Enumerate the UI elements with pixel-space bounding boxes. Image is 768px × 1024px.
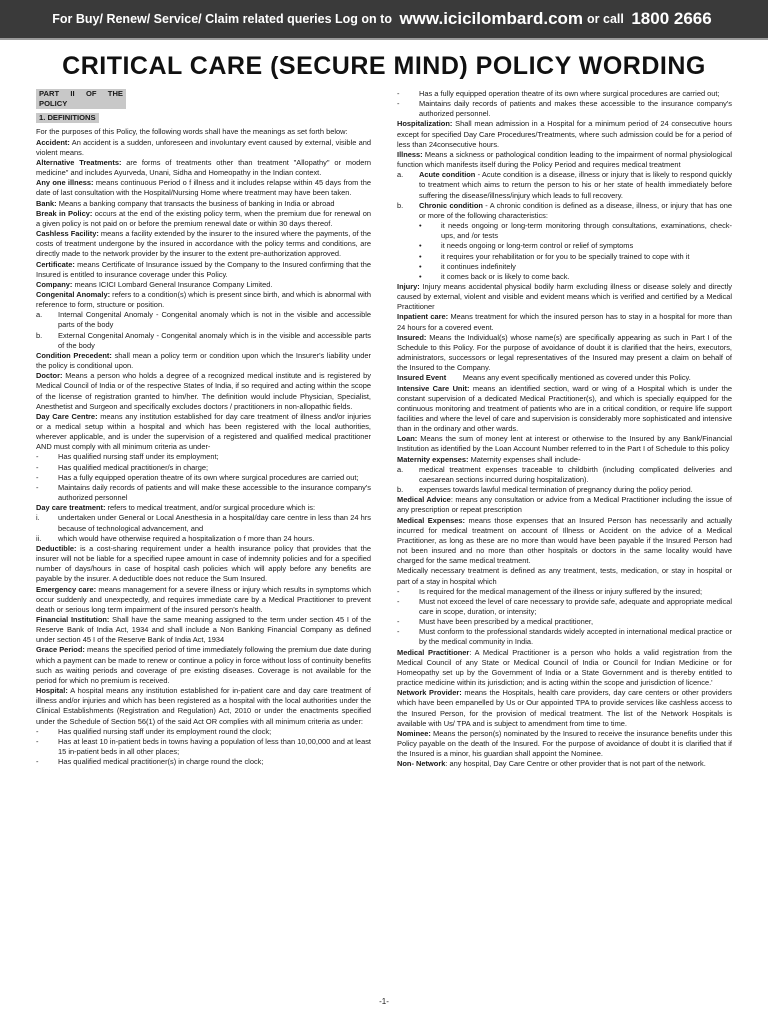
list-item: • it continues indefinitely xyxy=(419,261,516,271)
def-break-in-policy: Break in Policy: occurs at the end of the existing policy term, when the premium due for renewal on a given policy is not paid on or before the premium renewal date or within 30 days thereof. xyxy=(36,208,371,228)
def-company: Company: means ICICI Lombard General Insurance Company Limited. xyxy=(36,279,273,289)
def-network-provider: Network Provider: means the Hospitals, health care providers, day care centers or other providers which have been empanelled by Us or Our appointed TPA to provide services like cashless access to the Insured Person, for the provision of medical treatment. The list of the Network Hospitals is available with Us/ TPA and is subject to amendment from time to time. xyxy=(397,688,732,728)
def-day-care-treatment: Day care treatment: refers to medical treatment, and/or surgical procedure which is: xyxy=(36,503,316,513)
list-item: b. Chronic condition - A chronic condition is defined as a disease, illness, or injury that has one or more of the following characteristics: xyxy=(397,200,732,220)
def-injury: Injury: Injury means accidental physical bodily harm excluding illness or disease solely and directly caused by external, violent and visible and evident means which is verified and certified by a Medical Practitioner xyxy=(397,281,732,312)
definitions-heading: 1. DEFINITIONS xyxy=(36,113,99,123)
def-inpatient-care: Inpatient care: Means treatment for which the insured person has to stay in a hospital for more than 24 hours for a covered event. xyxy=(397,312,733,332)
list-item: - Maintains daily records of patients and will make these accessible to the insurance company's authorized personnel xyxy=(36,482,371,503)
list-item: • it comes back or is likely to come back. xyxy=(419,271,570,281)
def-insured: Insured: Means the Individual(s) whose name(s) are specifically appearing as such in Part I of the Schedule to this Policy. For the purpose of avoidance of doubt it is clarified that the heirs, executors, administrators, successors or legal representatives of the Insured may present a claim on behalf of the Insured to the Company. xyxy=(397,332,732,373)
def-illness: Illness: Means a sickness or pathological condition leading to the impairment of normal physiological function which manifests itself during the Policy Period and requires medical treatment xyxy=(397,149,732,170)
list-item: b. expenses towards lawful medical termination of pregnancy during the policy period. xyxy=(397,485,693,495)
list-item: ii. which would have otherwise required a hospitalization o f more than 24 hours. xyxy=(36,533,315,543)
def-congenital-anomaly: Congenital Anomaly: refers to a condition(s) which is present since birth, and which is abnormal with reference to form, structure or position. xyxy=(36,289,371,310)
list-item: a. medical treatment expenses traceable to childbirth (including complicated deliveries and caesarean sections incurred during hospitalization). xyxy=(397,464,732,484)
def-medical-expenses: Medical Expenses: means those expenses that an Insured Person has necessarily and actually incurred for medical treatment on account of Illness or Accident on the advice of a Medical Practitioner, as long as these are no more than would have been payable if the Insured Person had not been insured and no more than other hospitals or doctors in the same locality would have charged for the same medical treatment. xyxy=(397,515,732,566)
intro-text: For the purposes of this Policy, the following words shall have the meanings as set forth below: xyxy=(36,127,348,137)
list-item: a. Internal Congenital Anomaly - Congenital anomaly which is not in the visible and accessible parts of the body xyxy=(36,310,371,330)
list-item: a. Acute condition - Acute condition is a disease, illness or injury that is likely to respond quickly to treatment which aims to return the person to his or her state of health immediately before suffering the disease/illness/injury which leads to full recovery. xyxy=(397,170,732,200)
def-medical-advice: Medical Advice: means any consultation or advice from a Medical Practitioner including the issue of any prescription or repeat prescription xyxy=(397,495,732,515)
def-condition-precedent: Condition Precedent: shall mean a policy term or condition upon which the Insurer's liability under the policy is conditional upon. xyxy=(36,350,371,371)
list-item: - Must not exceed the level of care necessary to provide safe, adequate and appropriate medical care in scope, duration, or intensity; xyxy=(397,596,732,616)
def-medical-practitioner: Medical Practitioner: A Medical Practitioner is a person who holds a valid registration from the Medical Council of any State or Medical Council of India or Council for Indian Medicine or for Homeopathy set up by the Government of India or a State Government and is thereby entitled to practice medicine within its jurisdiction; and is acting within the scope and jurisdiction of licence.' xyxy=(397,647,732,688)
def-hospitalization: Hospitalization: Shall mean admission in a Hospital for a minimum period of 24 consecutive hours except for specified Day Care Procedures/Treatments, where such admission could be for a period of less than 24consecutive hours. xyxy=(397,119,732,149)
def-cashless-facility: Cashless Facility: means a facility extended by the insurer to the insured where the payments, of the costs of treatment undergone by the insured in accordance with the policy terms and conditions, are directly made to the network provider by the insurer to the extent pre-authorization approved. xyxy=(36,229,371,259)
right-column xyxy=(397,89,732,769)
left-column xyxy=(36,89,371,769)
list-item: - Is required for the medical management of the illness or injury suffered by the insured; xyxy=(397,586,703,596)
def-nominee: Nominee: Means the person(s) nominated by the Insured to receive the insurance benefits under this Policy payable on the death of the Insured. For the purpose of avoidance of doubt it is clarified that if the Insured is a minor, his guardian shall appoint the Nominee. xyxy=(397,728,732,759)
def-doctor: Doctor: Means a person who holds a degree of a recognized medical institute and is registered by Medical Council of India or of the respective States of India, if so required and acting within the scope of the license of registration granted to him/her. The definition would include Physician, Specialist, Anesthetist and Surgeon and specifically excludes doctors / practitioners in non-allopathic fields. xyxy=(36,371,371,411)
contact-banner xyxy=(0,0,768,40)
list-item: • it needs ongoing or long-term monitoring through consultations, examinations, check-ups, and /or tests xyxy=(419,221,732,241)
list-item: - Has qualified medical practitioner(s) in charge round the clock; xyxy=(36,757,264,767)
def-emergency-care: Emergency care: means management for a severe illness or injury which results in symptoms which occur suddenly and unexpectedly, and requires immediate care by a Medical Practitioner to prevent death or serious long term impairment of the insured person's health. xyxy=(36,584,371,614)
page-title: CRITICAL CARE (SECURE MIND) POLICY WORDING xyxy=(62,52,706,80)
def-any-one-illness: Any one illness: means continuous Period o f illness and it includes relapse within 45 days from the date of last consultation with the Hospital/Nursing Home where treatment may have been taken. xyxy=(36,178,371,198)
banner-prefix: For Buy/ Renew/ Service/ Claim related queries Log on to xyxy=(52,12,392,26)
def-hospital: Hospital: A hospital means any institution established for in-patient care and day care treatment of illness and/or injuries and which has been registered as a hospital with the local authorities under the Clinical Establishments (Registration and Regulation) Act, 2010 or under the enactments specified under the Schedule of Section 56(1) of the said Act OR complies with all minimum criteria as under: xyxy=(36,686,371,726)
list-item: - Maintains daily records of patients and makes these accessible to the insurance company's authorized personnel. xyxy=(397,99,732,119)
website-link[interactable]: www.icicilombard.com xyxy=(399,9,584,28)
def-maternity-expenses: Maternity expenses: Maternity expenses shall include- xyxy=(397,454,581,464)
list-item: - Has at least 10 in-patient beds in towns having a population of less than 10,00,000 and at least 15 in-patient beds in all other places; xyxy=(36,736,371,756)
list-item: - Has qualified nursing staff under its employment round the clock; xyxy=(36,726,272,736)
def-deductible: Deductible: is a cost-sharing requirement under a health insurance policy that provides that the insurer will not be liable for a specified rupee amount in case of indemnity policies and for a specified number of days/hours in case of hospital cash policies which will apply before any benefits are payable by the insurer. A deductible does not reduce the Sum Insured. xyxy=(36,543,371,584)
def-day-care-centre: Day Care Centre: means any institution established for day care treatment of illness and/or injuries or a medical setup within a hospital and which has been registered with the local authorities, wherever applicable, and is under the supervision of a registered and qualified medical practitioner AND must comply with all minimum criteria as under- xyxy=(36,411,371,452)
def-grace-period: Grace Period: means the specified period of time immediately following the premium due date during which a payment can be made to renew or continue a policy in force without loss of continuity benefits such as waiting periods and coverage of pre existing diseases. Coverage is not available for the period for which no premium is received. xyxy=(36,645,371,685)
def-alternative-treatments: Alternative Treatments: are forms of treatments other than treatment "Allopathy" or modern medicine" and includes Ayurveda, Unani, Sidha and Homeopathy in the Indian context. xyxy=(36,157,371,178)
list-item: i. undertaken under General or Local Anesthesia in a hospital/day care centre in less than 24 hrs because of technological advancement, and xyxy=(36,513,371,533)
list-item: - Has a fully equipped operation theatre of its own where surgical procedures are carried out; xyxy=(36,472,359,482)
def-non-network: Non- Network: any hospital, Day Care Centre or other provider that is not part of the network. xyxy=(397,759,706,769)
list-item: - Has a fully equipped operation theatre of its own where surgical procedures are carried out; xyxy=(397,89,720,98)
part-heading: PART II OF THE POLICY xyxy=(36,89,126,109)
banner-mid: or call xyxy=(587,12,624,26)
list-item: - Has qualified medical practitioner/s in charge; xyxy=(36,462,209,472)
def-financial-institution: Financial Institution: Shall have the same meaning assigned to the term under section 45 I of the Reserve Bank of India Act, 1934 and shall include a Non Banking Financial Company as defined under section 45 I of the Reserve Bank of India Act, 1934 xyxy=(36,614,371,645)
def-certificate: Certificate: means Certificate of Insurance issued by the Company to the Insured confirming that the Insured is entitled to insurance coverage under this Policy. xyxy=(36,259,371,279)
list-item: • it requires your rehabilitation or for you to be specially trained to cope with it xyxy=(419,251,690,261)
content-columns xyxy=(0,89,768,769)
def-loan: Loan: Means the sum of money lent at interest or otherwise to the Insured by any Bank/Financial Institution as identified by the Loan Account Number referred to in the Part I of Schedule to this policy xyxy=(397,434,732,454)
def-accident: Accident: An accident is a sudden, unforeseen and involuntary event caused by external, visible and violent means. xyxy=(36,137,371,157)
page-number: -1- xyxy=(379,997,389,1006)
def-intensive-care-unit: Intensive Care Unit: means an identified section, ward or wing of a Hospital which is under the constant supervision of a dedicated Medical Practitioner(s), and which is specially equipped for the continuous monitoring and treatment of patients who are in a critical condition, or require life support facilities and where the level of care and supervision is considerably more sophisticated and intensive than in the ordinary and other wards. xyxy=(397,383,732,434)
phone-number: 1800 2666 xyxy=(631,9,712,28)
def-insured-event: Insured Event Means any event specifically mentioned as covered under this Policy. xyxy=(397,373,691,383)
list-item: b. External Congenital Anomaly - Congenital anomaly which is in the visible and accessible parts of the body xyxy=(36,330,371,350)
list-item: - Has qualified nursing staff under its employment; xyxy=(36,452,219,462)
list-item: - Must conform to the professional standards widely accepted in international medical practice or by the medical community in India. xyxy=(397,627,732,647)
list-item: - Must have been prescribed by a medical practitioner, xyxy=(397,617,594,627)
list-item: • it needs ongoing or long-term control or relief of symptoms xyxy=(419,241,634,251)
def-bank: Bank: Means a banking company that transacts the business of banking in India or abroad xyxy=(36,198,335,208)
def-medically-necessary: Medically necessary treatment is defined as any treatment, tests, medication, or stay in hospital or part of a stay in hospital which xyxy=(397,566,732,586)
